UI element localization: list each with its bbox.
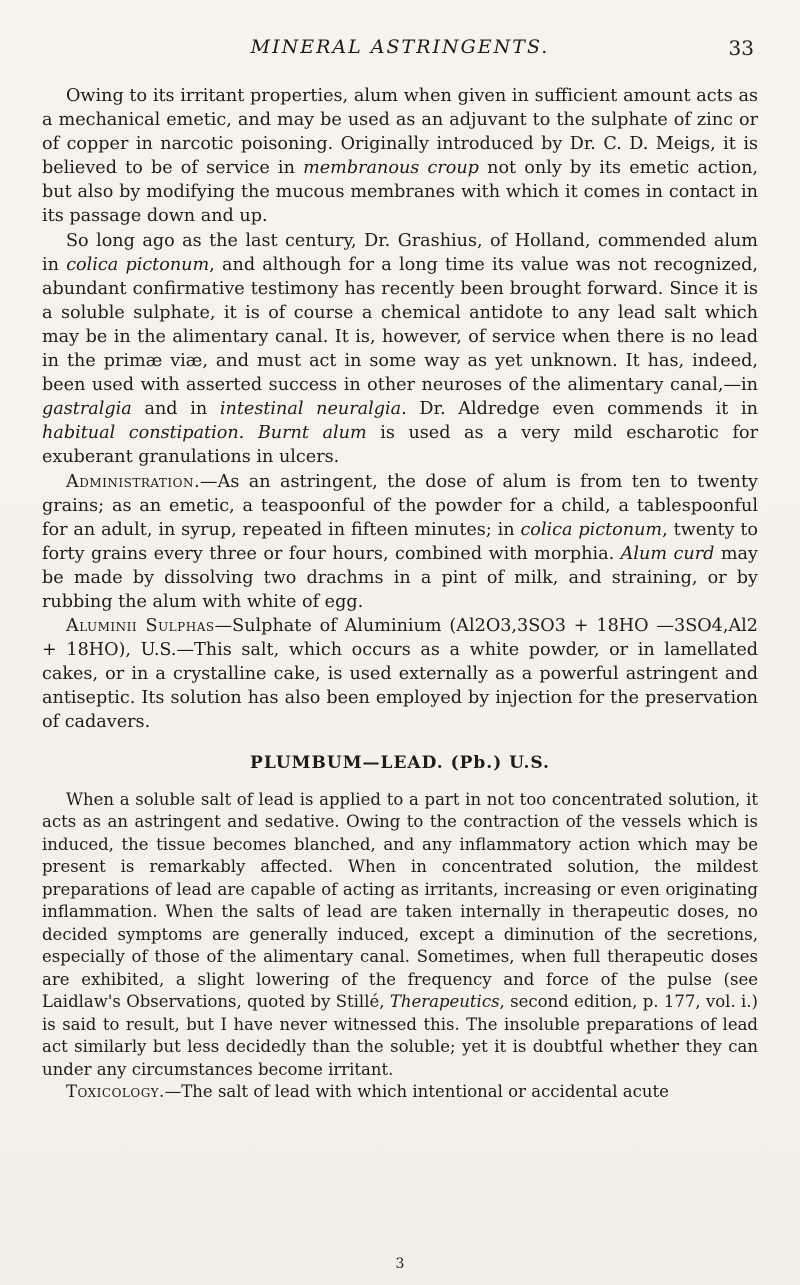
signature-mark: 3 [395, 1256, 405, 1272]
paragraph-toxicology: Toxicology.—The salt of lead with which intentional or accidental acute [66, 1082, 669, 1102]
running-head [0, 36, 800, 66]
paragraph-alum-colica: So long ago as the last century, Dr. Grashius, of Holland, commended alum in colica pictonum, and although for a long time its value was not recognized, abundant confirmative testimony has recently been brought forward. Since it is a soluble sulphate, it is of course a chemical antidote to any lead salt which may be in the alimentary canal. It is, however, of service when there is no lead in the primæ viæ, and must act in some way as yet unknown. It has, indeed, been used with asserted success in other neuroses of the alimentary canal,—in gastralgia and in intestinal neuralgia. Dr. Aldredge even commends it in habitual constipation. Burnt alum is used as a very mild escharotic for exuberant granulations in ulcers. [42, 230, 759, 468]
paragraph-alum-emetic: Owing to its irritant properties, alum when given in sufficient amount acts as a mechanical emetic, and may be used as an adjuvant to the sulphate of zinc or of copper in narcotic poisoning. Originally introduced by Dr. C. D. Meigs, it is believed to be of service in membranous croup not only by its emetic action, but also by modifying the mucous membranes with which it comes in contact in its passage down and up. [42, 86, 758, 227]
aluminii-sulphas-label: Aluminii Sulphas [66, 616, 215, 637]
lead-section [42, 789, 758, 1104]
body-text [42, 84, 758, 1104]
toxicology-label: Toxicology. [66, 1082, 165, 1102]
page-number: 33 [728, 36, 754, 60]
paragraph-aluminii-sulphas: Aluminii Sulphas—Sulphate of Aluminium (Al2O3,3SO3 + 18HO —3SO4,Al2 + 18HO), U.S.—This salt, which occurs as a white powder, or in lamellated cakes, or in a crystalline cake, is used externally as a powerful astringent and antiseptic. Its solution has also been employed by injection for the preservation of cadavers. [42, 616, 758, 733]
administration-label: Administration. [66, 471, 201, 492]
running-head-title: MINERAL ASTRINGENTS. [250, 36, 550, 58]
paragraph-administration: Administration.—As an astringent, the dose of alum is from ten to twenty grains; as an emetic, a teaspoonful of the powder for a child, a tablespoonful for an adult, in syrup, repeated in fifteen minutes; in colica pictonum, twenty to forty grains every three or four hours, combined with morphia. Alum curd may be made by dissolving two drachms in a pint of milk, and straining, or by rubbing the alum with white of egg. [42, 471, 759, 612]
section-heading-plumbum: PLUMBUM—LEAD. (Pb.) U.S. [250, 752, 550, 773]
paragraph-lead-astringent: When a soluble salt of lead is applied to a part in not too concentrated solution, it acts as an astringent and sedative. Owing to the contraction of the vessels which is induced, the tissue becomes blanched, and any inflammatory action which may be present is remarkably affected. When in concentrated solution, the mildest preparations of lead are capable of acting as irritants, increasing or even originating inflammation. When the salts of lead are taken internally in therapeutic doses, no decided symptoms are generally induced, except a diminution of the secretions, especially of those of the alimentary canal. Sometimes, when full therapeutic doses are exhibited, a slight lowering of the frequency and force of the pulse (see Laidlaw's Observations, quoted by Stillé, Therapeutics, second edition, p. 177, vol. i.) is said to result, but I have never witnessed this. The insoluble preparations of lead act similarly but less decidedly than the soluble; yet it is doubtful whether they can under any circumstances become irritant. [42, 789, 758, 1079]
